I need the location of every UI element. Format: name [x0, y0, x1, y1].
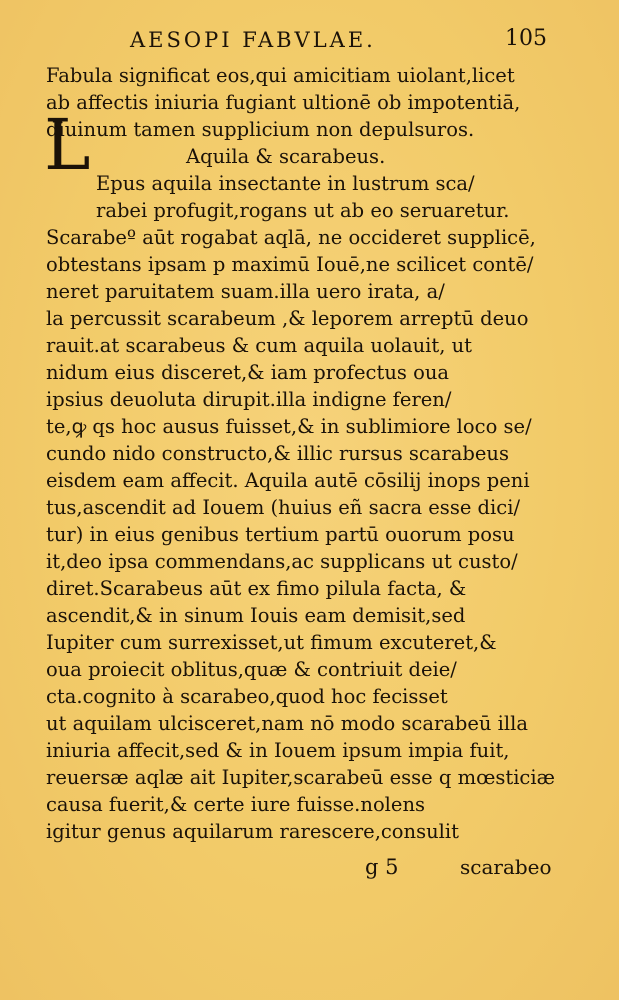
body-line: eisdem eam affecit. Aquila autē cōsilij inops peni — [46, 469, 530, 492]
body-line: cundo nido constructo,& illic rursus scarabeus — [46, 442, 510, 465]
moral-line: diuinum tamen supplicium non depulsuros. — [46, 118, 475, 141]
body-line: neret paruitatem suam.illa uero irata, a/ — [46, 280, 445, 303]
body-line: oua proiecit oblitus,quæ & contriuit deie/ — [46, 658, 457, 681]
body-line: tus,ascendit ad Iouem (huius eñ sacra esse dici/ — [46, 496, 521, 519]
body-line: obtestans ipsam p maximū Iouē,ne scilicet contē/ — [46, 253, 534, 276]
body-line: nidum eius disceret,& iam profectus oua — [46, 361, 450, 384]
page-number: 105 — [505, 26, 547, 51]
body-line: reuersæ aqlæ ait Iupiter,scarabeū esse q mœsticiæ — [46, 766, 555, 789]
running-head: AESOPI FABVLAE. — [130, 28, 376, 52]
catchword: scarabeo — [460, 855, 552, 879]
body-line: causa fuerit,& certe iure fuisse.nolens — [46, 793, 426, 816]
body-line: ipsius deuoluta dirupit.illa indigne feren/ — [46, 388, 452, 411]
moral-line: Fabula significat eos,qui amicitiam uiolant,licet — [46, 64, 515, 87]
body-line: la percussit scarabeum ,& leporem arreptū deuo — [46, 307, 529, 330]
body-line: igitur genus aquilarum rarescere,consulit — [46, 820, 459, 843]
body-line: it,deo ipsa commendans,ac supplicans ut custo/ — [46, 550, 518, 573]
body-line: diret.Scarabeus aūt ex fimo pilula facta, & — [46, 577, 467, 600]
text-block — [46, 62, 556, 845]
moral-line: ab affectis iniuria fugiant ultionē ob impotentiā, — [46, 91, 521, 114]
body-line: cta.cognito à scarabeo,quod hoc fecisset — [46, 685, 448, 708]
body-line: te,ꝙ qs hoc ausus fuisset,& in sublimiore loco se/ — [46, 415, 532, 438]
body-line: iniuria affecit,sed & in Iouem ipsum impia fuit, — [46, 739, 510, 762]
drop-cap-initial: L — [44, 104, 91, 186]
body-line: tur) in eius genibus tertium partū ouorum posu — [46, 523, 515, 546]
body-line: rabei profugit,rogans ut ab eo seruaretur. — [96, 199, 510, 222]
body-line: ascendit,& in sinum Iouis eam demisit,sed — [46, 604, 466, 627]
body-line: ut aquilam ulcisceret,nam nō modo scarabeū illa — [46, 712, 529, 735]
body-line: rauit.at scarabeus & cum aquila uolauit, ut — [46, 334, 473, 357]
signature-mark: g 5 — [365, 855, 399, 879]
body-line: Epus aquila insectante in lustrum sca/ — [96, 172, 475, 195]
body-line: Scarabeº aūt rogabat aqlā, ne occideret supplicē, — [46, 226, 536, 249]
fable-title: Aquila & scarabeus. — [186, 145, 386, 168]
body-line: Iupiter cum surrexisset,ut fimum excuteret,& — [46, 631, 497, 654]
